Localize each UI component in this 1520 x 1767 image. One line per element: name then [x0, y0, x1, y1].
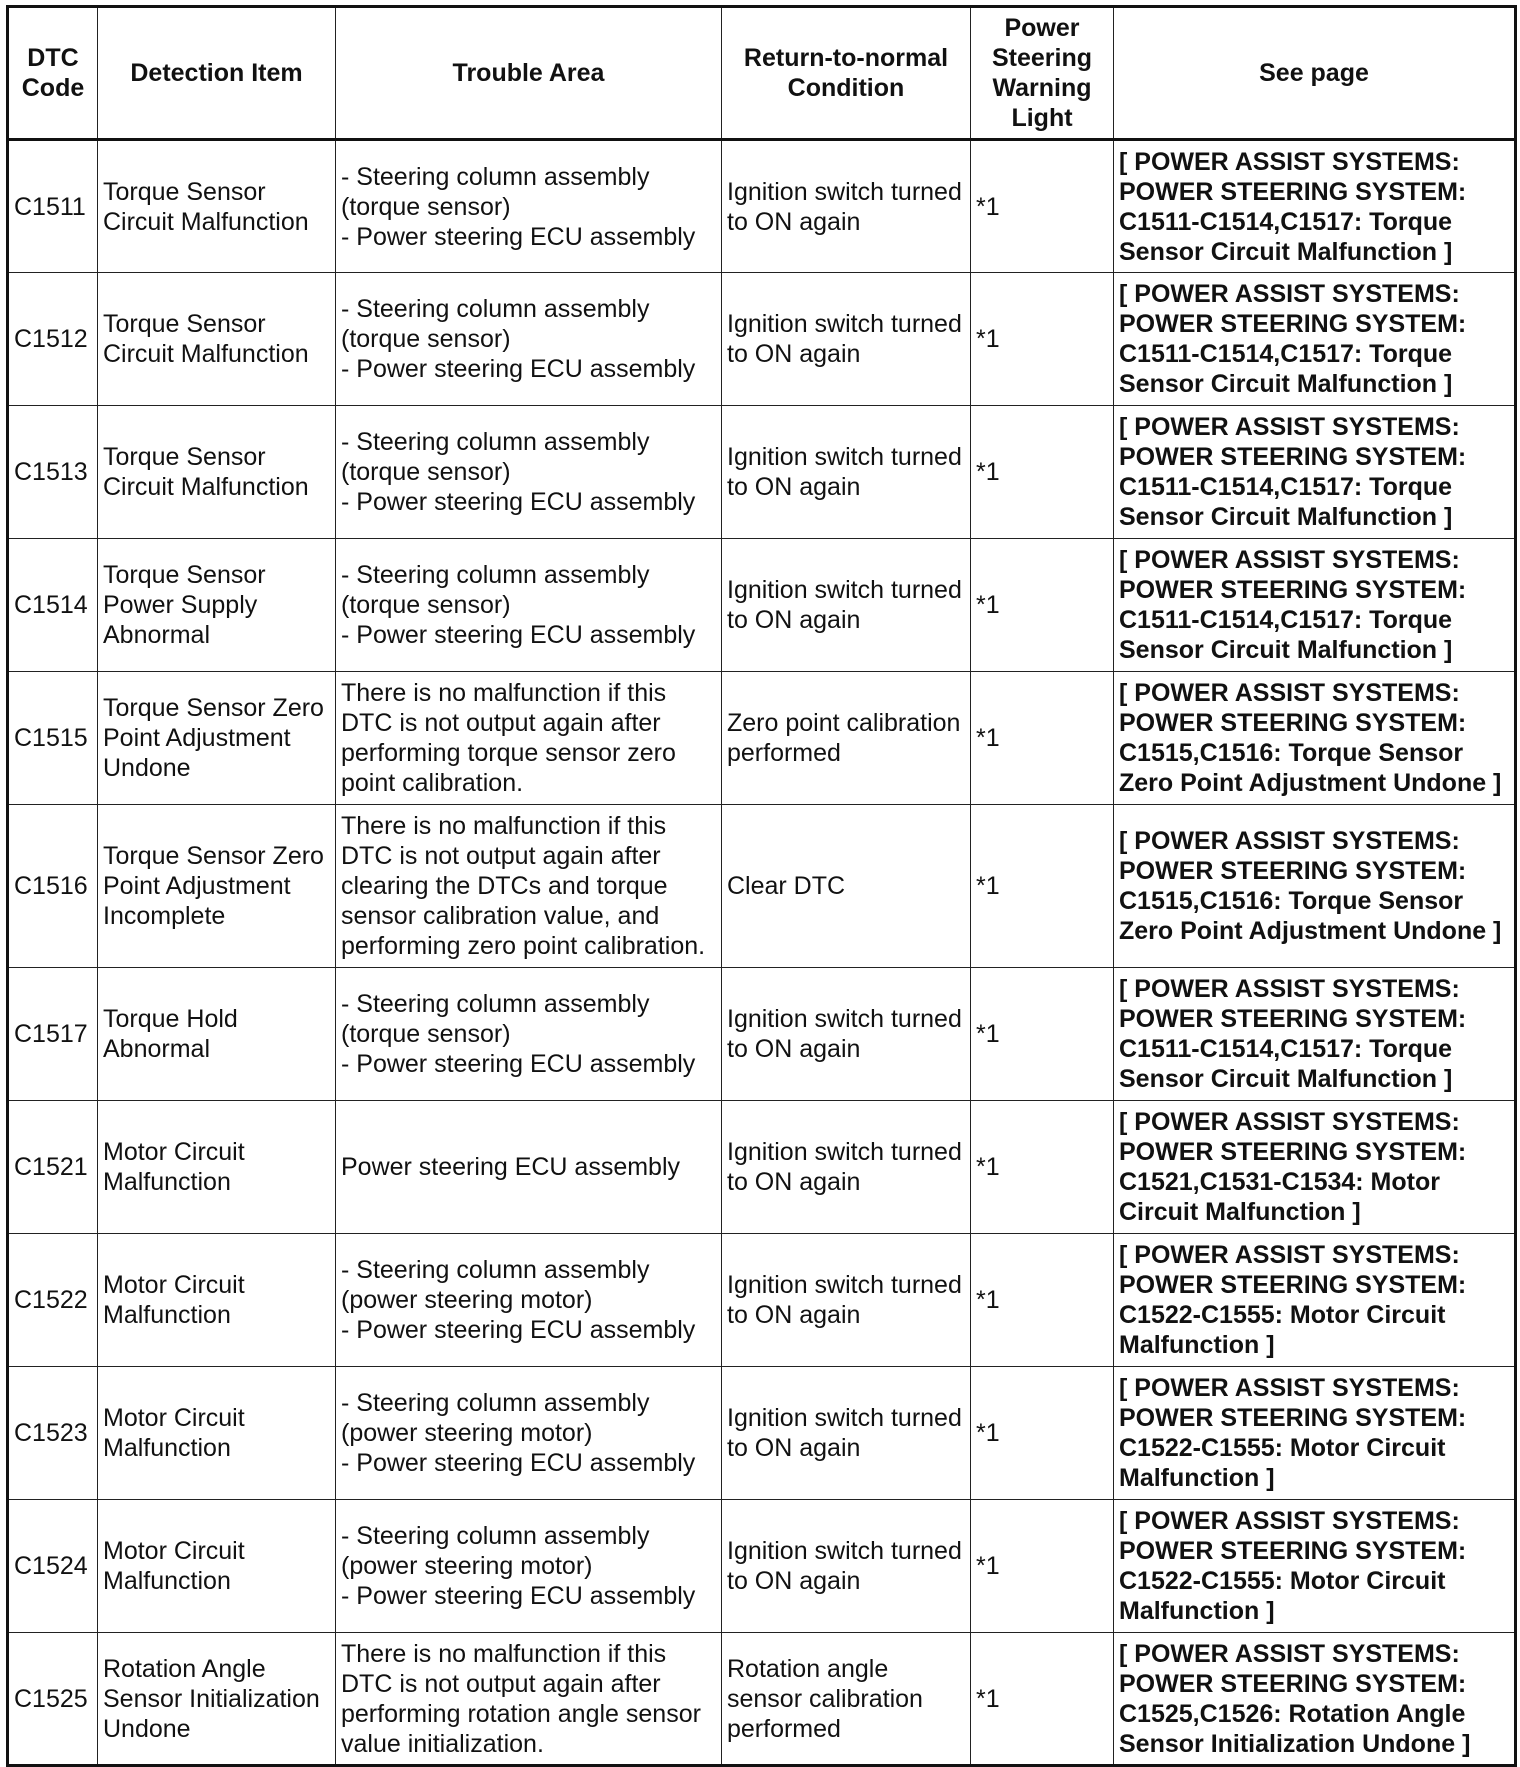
cell-trouble-area-line: - Steering column assembly — [341, 295, 650, 323]
cell-see-page-line: C1521,C1531-C1534: Motor — [1119, 1168, 1440, 1196]
cell-dtc-code — [8, 1500, 98, 1633]
cell-return-condition — [722, 805, 971, 968]
cell-return-condition — [722, 140, 971, 273]
cell-detection-item-line: Torque Sensor — [103, 443, 266, 471]
cell-trouble-area — [336, 1101, 722, 1234]
cell-trouble-area-line: - Power steering ECU assembly — [341, 355, 696, 383]
cell-see-page-line: Sensor Circuit Malfunction ] — [1119, 1065, 1453, 1093]
cell-see-page — [1114, 140, 1516, 273]
cell-return-condition-line: Clear DTC — [727, 872, 846, 900]
cell-trouble-area-line: (power steering motor) — [341, 1552, 593, 1580]
cell-see-page-line: [ POWER ASSIST SYSTEMS: — [1119, 1108, 1460, 1136]
cell-see-page-line: POWER STEERING SYSTEM: — [1119, 310, 1467, 338]
cell-see-page-line: [ POWER ASSIST SYSTEMS: — [1119, 679, 1460, 707]
cell-see-page-line: Malfunction ] — [1119, 1464, 1275, 1492]
cell-trouble-area-line: - Power steering ECU assembly — [341, 1449, 696, 1477]
cell-trouble-area-line: - Power steering ECU assembly — [341, 222, 696, 251]
cell-return-condition — [722, 539, 971, 672]
table-row — [8, 1234, 1516, 1367]
cell-trouble-area — [336, 406, 722, 539]
cell-dtc-code — [8, 1633, 98, 1766]
cell-detection-item — [98, 273, 336, 406]
header-see-page: See page — [1114, 7, 1516, 140]
cell-return-condition-line: performed — [727, 1714, 841, 1743]
cell-return-condition-line: to ON again — [727, 1434, 861, 1462]
cell-dtc-code-text: C1516 — [14, 872, 88, 900]
cell-return-condition-line: Ignition switch turned — [727, 1537, 962, 1565]
cell-trouble-area-line: DTC is not output again after — [341, 709, 661, 737]
table-row — [8, 539, 1516, 672]
cell-see-page-line: POWER STEERING SYSTEM: — [1119, 1404, 1467, 1432]
cell-see-page-line: C1511-C1514,C1517: Torque — [1119, 340, 1453, 368]
cell-trouble-area-line: (torque sensor) — [341, 1020, 511, 1048]
cell-detection-item-line: Rotation Angle — [103, 1654, 266, 1683]
cell-warning-light — [971, 406, 1114, 539]
cell-detection-item — [98, 140, 336, 273]
cell-warning-light — [971, 1101, 1114, 1234]
table-row — [8, 1367, 1516, 1500]
cell-warning-light-text: *1 — [976, 591, 1000, 619]
cell-trouble-area-line: (torque sensor) — [341, 192, 511, 221]
cell-trouble-area-line: performing zero point calibration. — [341, 932, 706, 960]
cell-detection-item-line: Undone — [103, 1714, 191, 1743]
cell-dtc-code-text: C1514 — [14, 591, 88, 619]
cell-return-condition-line: Ignition switch turned — [727, 443, 962, 471]
cell-detection-item — [98, 672, 336, 805]
cell-return-condition — [722, 406, 971, 539]
header-trouble-area: Trouble Area — [336, 7, 722, 140]
cell-warning-light-text: *1 — [976, 1684, 1000, 1713]
cell-see-page-line: C1515,C1516: Torque Sensor — [1119, 887, 1464, 915]
cell-see-page — [1114, 805, 1516, 968]
cell-warning-light-text: *1 — [976, 1286, 1000, 1314]
cell-detection-item-line: Circuit Malfunction — [103, 473, 309, 501]
cell-trouble-area-line: point calibration. — [341, 769, 524, 797]
cell-see-page — [1114, 1234, 1516, 1367]
cell-see-page — [1114, 273, 1516, 406]
cell-see-page-line: POWER STEERING SYSTEM: — [1119, 1271, 1467, 1299]
cell-see-page-line: Circuit Malfunction ] — [1119, 1198, 1361, 1226]
cell-see-page — [1114, 968, 1516, 1101]
cell-see-page-line: Zero Point Adjustment Undone ] — [1119, 769, 1502, 797]
cell-detection-item — [98, 1101, 336, 1234]
cell-warning-light — [971, 273, 1114, 406]
cell-see-page-line: Zero Point Adjustment Undone ] — [1119, 917, 1502, 945]
cell-dtc-code — [8, 672, 98, 805]
cell-trouble-area-line: value initialization. — [341, 1729, 544, 1758]
cell-see-page-line: C1511-C1514,C1517: Torque — [1119, 1035, 1453, 1063]
cell-see-page-line: POWER STEERING SYSTEM: — [1119, 1005, 1467, 1033]
cell-see-page-line: POWER STEERING SYSTEM: — [1119, 177, 1467, 206]
cell-detection-item-line: Circuit Malfunction — [103, 340, 309, 368]
cell-trouble-area-line: - Power steering ECU assembly — [341, 1050, 696, 1078]
cell-see-page-line: [ POWER ASSIST SYSTEMS: — [1119, 546, 1460, 574]
cell-trouble-area-line: There is no malfunction if this — [341, 812, 667, 840]
cell-detection-item-line: Sensor Initialization — [103, 1684, 320, 1713]
cell-trouble-area-line: There is no malfunction if this — [341, 1639, 667, 1668]
cell-dtc-code-text: C1511 — [14, 192, 86, 221]
table-row — [8, 672, 1516, 805]
cell-trouble-area-line: (power steering motor) — [341, 1419, 593, 1447]
cell-trouble-area-line: - Power steering ECU assembly — [341, 1582, 696, 1610]
cell-warning-light-text: *1 — [976, 1020, 1000, 1048]
cell-trouble-area — [336, 805, 722, 968]
header-detection-item: Detection Item — [98, 7, 336, 140]
cell-warning-light-text: *1 — [976, 724, 1000, 752]
cell-dtc-code-text: C1521 — [14, 1153, 88, 1181]
dtc-table-container — [6, 5, 1517, 1767]
cell-return-condition-line: sensor calibration — [727, 1684, 923, 1713]
cell-trouble-area — [336, 140, 722, 273]
cell-detection-item-line: Motor Circuit — [103, 1404, 245, 1432]
cell-see-page-line: Sensor Circuit Malfunction ] — [1119, 503, 1453, 531]
cell-warning-light — [971, 1500, 1114, 1633]
cell-warning-light-text: *1 — [976, 325, 1000, 353]
cell-trouble-area — [336, 273, 722, 406]
cell-see-page-line: POWER STEERING SYSTEM: — [1119, 709, 1467, 737]
table-row — [8, 1500, 1516, 1633]
cell-warning-light-text: *1 — [976, 1552, 1000, 1580]
cell-dtc-code — [8, 968, 98, 1101]
cell-warning-light — [971, 672, 1114, 805]
cell-see-page — [1114, 1633, 1516, 1766]
cell-detection-item-line: Incomplete — [103, 902, 226, 930]
cell-detection-item-line: Motor Circuit — [103, 1138, 245, 1166]
cell-see-page-line: Malfunction ] — [1119, 1331, 1275, 1359]
cell-detection-item — [98, 406, 336, 539]
cell-warning-light — [971, 1633, 1114, 1766]
cell-trouble-area-line: - Steering column assembly — [341, 428, 650, 456]
cell-warning-light — [971, 140, 1114, 273]
table-body — [8, 140, 1516, 1766]
cell-detection-item — [98, 805, 336, 968]
cell-see-page-line: Malfunction ] — [1119, 1597, 1275, 1625]
cell-see-page-line: C1522-C1555: Motor Circuit — [1119, 1434, 1446, 1462]
cell-return-condition — [722, 1500, 971, 1633]
cell-detection-item-line: Malfunction — [103, 1567, 231, 1595]
cell-see-page — [1114, 1367, 1516, 1500]
cell-dtc-code — [8, 539, 98, 672]
cell-detection-item — [98, 1500, 336, 1633]
cell-detection-item-line: Torque Sensor Zero — [103, 694, 324, 722]
cell-see-page-line: Sensor Circuit Malfunction ] — [1119, 636, 1453, 664]
table-row — [8, 406, 1516, 539]
cell-dtc-code-text: C1512 — [14, 325, 88, 353]
cell-dtc-code-text: C1513 — [14, 458, 88, 486]
table-row — [8, 140, 1516, 273]
cell-dtc-code — [8, 1101, 98, 1234]
cell-return-condition-line: to ON again — [727, 473, 861, 501]
cell-return-condition — [722, 1633, 971, 1766]
cell-warning-light-text: *1 — [976, 1153, 1000, 1181]
cell-see-page — [1114, 1500, 1516, 1633]
cell-see-page-line: C1522-C1555: Motor Circuit — [1119, 1567, 1446, 1595]
cell-trouble-area-line: (power steering motor) — [341, 1286, 593, 1314]
cell-dtc-code — [8, 805, 98, 968]
cell-trouble-area — [336, 1234, 722, 1367]
table-row — [8, 805, 1516, 968]
cell-see-page-line: C1522-C1555: Motor Circuit — [1119, 1301, 1446, 1329]
cell-return-condition — [722, 672, 971, 805]
cell-see-page-line: [ POWER ASSIST SYSTEMS: — [1119, 1374, 1460, 1402]
cell-trouble-area — [336, 968, 722, 1101]
cell-detection-item-line: Malfunction — [103, 1434, 231, 1462]
cell-see-page-line: [ POWER ASSIST SYSTEMS: — [1119, 1241, 1460, 1269]
cell-return-condition — [722, 1234, 971, 1367]
cell-see-page-line: C1511-C1514,C1517: Torque — [1119, 473, 1453, 501]
cell-detection-item-line: Motor Circuit — [103, 1271, 245, 1299]
table-row — [8, 273, 1516, 406]
table-row — [8, 968, 1516, 1101]
cell-trouble-area-line: - Power steering ECU assembly — [341, 1316, 696, 1344]
dtc-table — [6, 5, 1517, 1767]
cell-trouble-area-line: - Steering column assembly — [341, 1389, 650, 1417]
cell-detection-item-line: Torque Sensor — [103, 177, 266, 206]
cell-detection-item-line: Abnormal — [103, 1035, 210, 1063]
cell-return-condition-line: Ignition switch turned — [727, 1005, 962, 1033]
header-warning-light: Power Steering Warning Light — [971, 7, 1114, 140]
cell-detection-item — [98, 1367, 336, 1500]
table-header-row — [8, 7, 1516, 140]
cell-see-page-line: Sensor Circuit Malfunction ] — [1119, 237, 1453, 266]
cell-return-condition-line: Zero point calibration — [727, 709, 961, 737]
cell-see-page-line: C1525,C1526: Rotation Angle — [1119, 1699, 1466, 1728]
cell-detection-item-line: Torque Sensor Zero — [103, 842, 324, 870]
cell-trouble-area-line: - Steering column assembly — [341, 1522, 650, 1550]
cell-trouble-area-line: - Steering column assembly — [341, 561, 650, 589]
cell-return-condition-line: to ON again — [727, 1567, 861, 1595]
cell-return-condition-line: Ignition switch turned — [727, 310, 962, 338]
cell-warning-light — [971, 539, 1114, 672]
cell-trouble-area-line: - Steering column assembly — [341, 162, 650, 191]
cell-trouble-area-line: - Steering column assembly — [341, 1256, 650, 1284]
cell-trouble-area — [336, 1500, 722, 1633]
cell-trouble-area — [336, 1367, 722, 1500]
cell-trouble-area-line: performing rotation angle sensor — [341, 1699, 701, 1728]
cell-trouble-area-line: - Power steering ECU assembly — [341, 621, 696, 649]
cell-return-condition-line: Ignition switch turned — [727, 1404, 962, 1432]
cell-return-condition-line: to ON again — [727, 1168, 861, 1196]
cell-return-condition-line: to ON again — [727, 1035, 861, 1063]
cell-warning-light — [971, 1234, 1114, 1367]
cell-trouble-area-line: - Steering column assembly — [341, 990, 650, 1018]
cell-return-condition — [722, 273, 971, 406]
cell-detection-item — [98, 1234, 336, 1367]
cell-trouble-area-line: DTC is not output again after — [341, 1669, 661, 1698]
cell-see-page-line: [ POWER ASSIST SYSTEMS: — [1119, 147, 1460, 176]
cell-warning-light — [971, 1367, 1114, 1500]
cell-detection-item-line: Torque Sensor — [103, 310, 266, 338]
cell-see-page-line: POWER STEERING SYSTEM: — [1119, 576, 1467, 604]
cell-see-page-line: POWER STEERING SYSTEM: — [1119, 443, 1467, 471]
cell-see-page-line: POWER STEERING SYSTEM: — [1119, 1669, 1467, 1698]
cell-see-page — [1114, 1101, 1516, 1234]
header-dtc-code: DTC Code — [8, 7, 98, 140]
cell-warning-light-text: *1 — [976, 1419, 1000, 1447]
cell-trouble-area-line: Power steering ECU assembly — [341, 1153, 681, 1181]
cell-see-page-line: C1511-C1514,C1517: Torque — [1119, 606, 1453, 634]
cell-return-condition-line: to ON again — [727, 606, 861, 634]
cell-trouble-area — [336, 1633, 722, 1766]
cell-see-page-line: [ POWER ASSIST SYSTEMS: — [1119, 280, 1460, 308]
cell-see-page-line: [ POWER ASSIST SYSTEMS: — [1119, 413, 1460, 441]
cell-trouble-area-line: clearing the DTCs and torque — [341, 872, 668, 900]
cell-warning-light-text: *1 — [976, 872, 1000, 900]
cell-warning-light-text: *1 — [976, 192, 1000, 221]
cell-dtc-code-text: C1524 — [14, 1552, 88, 1580]
cell-trouble-area — [336, 672, 722, 805]
cell-see-page-line: Sensor Circuit Malfunction ] — [1119, 370, 1453, 398]
cell-warning-light-text: *1 — [976, 458, 1000, 486]
cell-dtc-code — [8, 1367, 98, 1500]
cell-dtc-code-text: C1517 — [14, 1020, 88, 1048]
cell-dtc-code-text: C1523 — [14, 1419, 88, 1447]
cell-trouble-area — [336, 539, 722, 672]
cell-see-page-line: POWER STEERING SYSTEM: — [1119, 1537, 1467, 1565]
cell-see-page-line: [ POWER ASSIST SYSTEMS: — [1119, 1639, 1460, 1668]
cell-see-page — [1114, 672, 1516, 805]
cell-detection-item-line: Circuit Malfunction — [103, 207, 309, 236]
cell-detection-item-line: Torque Sensor — [103, 561, 266, 589]
cell-detection-item — [98, 539, 336, 672]
cell-warning-light — [971, 805, 1114, 968]
cell-trouble-area-line: DTC is not output again after — [341, 842, 661, 870]
cell-trouble-area-line: There is no malfunction if this — [341, 679, 667, 707]
cell-detection-item-line: Point Adjustment — [103, 724, 291, 752]
cell-detection-item-line: Torque Hold — [103, 1005, 238, 1033]
cell-see-page — [1114, 406, 1516, 539]
header-return-to-normal: Return-to-normal Condition — [722, 7, 971, 140]
table-row — [8, 1101, 1516, 1234]
cell-dtc-code — [8, 1234, 98, 1367]
cell-see-page-line: POWER STEERING SYSTEM: — [1119, 1138, 1467, 1166]
cell-return-condition-line: performed — [727, 739, 841, 767]
cell-trouble-area-line: - Power steering ECU assembly — [341, 488, 696, 516]
cell-trouble-area-line: (torque sensor) — [341, 325, 511, 353]
cell-see-page-line: POWER STEERING SYSTEM: — [1119, 857, 1467, 885]
cell-return-condition-line: to ON again — [727, 207, 861, 236]
cell-see-page — [1114, 539, 1516, 672]
cell-detection-item-line: Malfunction — [103, 1168, 231, 1196]
cell-return-condition-line: Ignition switch turned — [727, 177, 962, 206]
cell-return-condition-line: Ignition switch turned — [727, 1138, 962, 1166]
cell-dtc-code — [8, 140, 98, 273]
cell-see-page-line: Sensor Initialization Undone ] — [1119, 1729, 1471, 1758]
cell-dtc-code — [8, 406, 98, 539]
cell-return-condition-line: to ON again — [727, 340, 861, 368]
cell-see-page-line: [ POWER ASSIST SYSTEMS: — [1119, 827, 1460, 855]
cell-see-page-line: [ POWER ASSIST SYSTEMS: — [1119, 975, 1460, 1003]
cell-detection-item-line: Power Supply — [103, 591, 258, 619]
cell-return-condition — [722, 1101, 971, 1234]
cell-trouble-area-line: (torque sensor) — [341, 591, 511, 619]
cell-detection-item-line: Malfunction — [103, 1301, 231, 1329]
cell-detection-item — [98, 1633, 336, 1766]
cell-dtc-code-text: C1515 — [14, 724, 88, 752]
cell-return-condition-line: Rotation angle — [727, 1654, 889, 1683]
cell-dtc-code — [8, 273, 98, 406]
cell-trouble-area-line: performing torque sensor zero — [341, 739, 676, 767]
cell-trouble-area-line: (torque sensor) — [341, 458, 511, 486]
cell-see-page-line: [ POWER ASSIST SYSTEMS: — [1119, 1507, 1460, 1535]
cell-detection-item-line: Abnormal — [103, 621, 210, 649]
cell-return-condition-line: Ignition switch turned — [727, 576, 962, 604]
cell-return-condition-line: to ON again — [727, 1301, 861, 1329]
cell-see-page-line: C1515,C1516: Torque Sensor — [1119, 739, 1464, 767]
cell-dtc-code-text: C1525 — [14, 1684, 88, 1713]
cell-detection-item-line: Point Adjustment — [103, 872, 291, 900]
table-row — [8, 1633, 1516, 1766]
cell-dtc-code-text: C1522 — [14, 1286, 88, 1314]
cell-return-condition-line: Ignition switch turned — [727, 1271, 962, 1299]
cell-trouble-area-line: sensor calibration value, and — [341, 902, 660, 930]
cell-detection-item — [98, 968, 336, 1101]
cell-warning-light — [971, 968, 1114, 1101]
cell-detection-item-line: Undone — [103, 754, 191, 782]
cell-see-page-line: C1511-C1514,C1517: Torque — [1119, 207, 1453, 236]
cell-return-condition — [722, 968, 971, 1101]
cell-detection-item-line: Motor Circuit — [103, 1537, 245, 1565]
cell-return-condition — [722, 1367, 971, 1500]
